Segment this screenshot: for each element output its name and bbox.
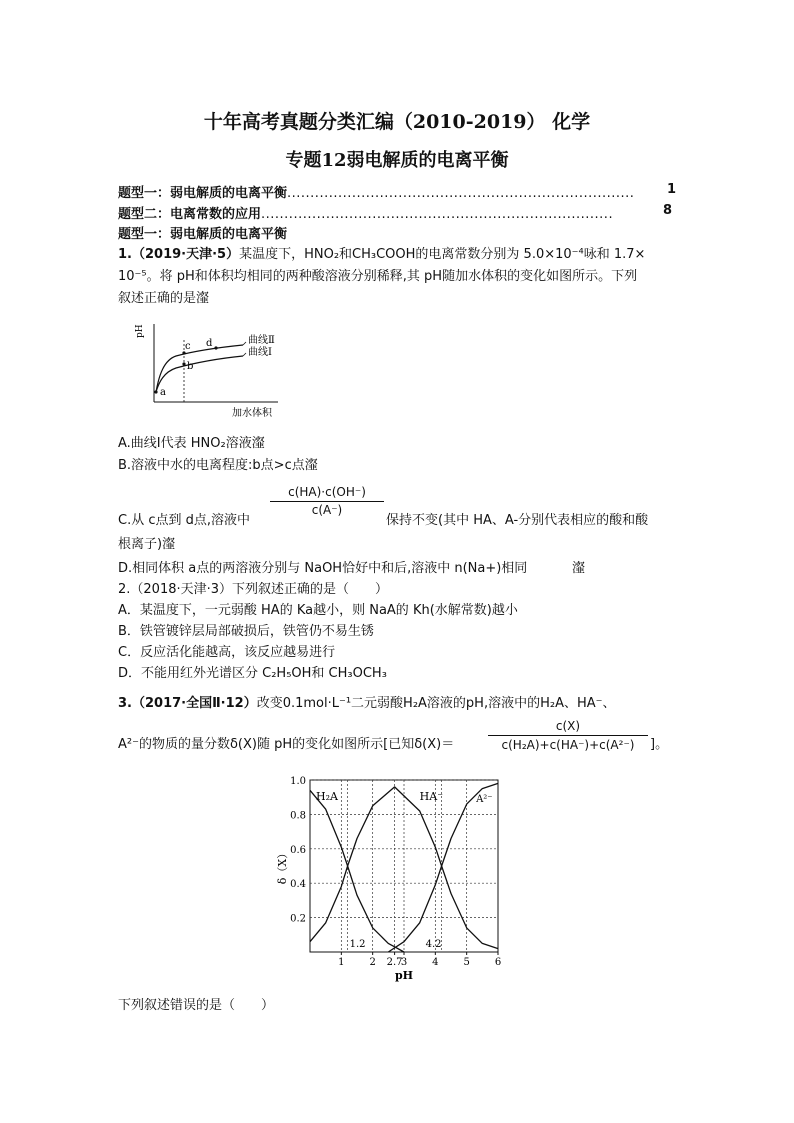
point-d xyxy=(214,346,217,349)
toc-page-1: 1 xyxy=(667,182,677,197)
y-tick-label: 0.8 xyxy=(290,810,306,822)
label-curve-ii: 曲线Ⅱ xyxy=(248,335,275,346)
label-d: d xyxy=(206,338,213,349)
q3-stem-2-tail: ]。 xyxy=(650,737,669,752)
section-heading: 题型一：弱电解质的电离平衡 xyxy=(118,227,288,242)
q2-option-b[interactable]: B．铁管镀锌层局部破损后，铁管仍不易生锈 xyxy=(118,624,374,639)
x-axis-label: pH xyxy=(394,969,414,982)
label-curve-i: 曲线Ⅰ xyxy=(248,347,272,358)
label-b: b xyxy=(187,361,194,372)
series-label-ha: HA⁻ xyxy=(419,790,444,803)
q3-stem-2: A²⁻的物质的量分数δ(X)随 pH的变化如图所示[已知δ(X)＝ xyxy=(118,737,455,752)
q1-stem-2: 10⁻⁵。将 pH和体积均相同的两种酸溶液分别稀释,其 pH随加水体积的变化如图所示。下列 xyxy=(118,269,638,284)
y-tick-label: 0.2 xyxy=(290,913,306,925)
toc-dots: ............................................................................ xyxy=(261,207,614,222)
q1-option-c-fraction-bar xyxy=(270,501,384,502)
q3-frac-denominator: c(H₂A)+c(HA⁻)+c(A²⁻) xyxy=(501,738,635,752)
toc-page-2: 8 xyxy=(663,203,673,218)
curve-i xyxy=(156,356,243,392)
x-tick-label: 6 xyxy=(494,957,502,968)
q1-option-b[interactable]: B.溶液中水的电离程度:b点>c点瀣 xyxy=(118,458,318,473)
page-title: 十年高考真题分类汇编（2010-2019） 化学 xyxy=(203,111,591,133)
series-label-h2a: H₂A xyxy=(316,790,338,803)
ylabel: pH xyxy=(135,324,145,338)
label-a: a xyxy=(160,387,166,398)
y-tick-label: 0.6 xyxy=(290,844,306,856)
delta-ph-chart xyxy=(270,772,520,982)
toc-item-1[interactable] xyxy=(118,182,634,201)
leader-curve-i xyxy=(243,353,246,356)
y-axis-label: δ（X） xyxy=(276,847,289,885)
q1-stem-1: 某温度下，HNO₂和CH₃COOH的电离常数分别为 5.0×10⁻⁴咏和 1.7× xyxy=(239,247,646,262)
q1-ph-figure xyxy=(128,320,288,420)
x-tick-label: 2 xyxy=(369,957,376,968)
q1-option-d[interactable]: D.相同体积 a点的两溶液分别与 NaOH恰好中和后,溶液中 n(Na+)相同 xyxy=(118,561,528,576)
q2-option-a[interactable]: A．某温度下，一元弱酸 HA的 Ka越小，则 NaA的 Kh(水解常数)越小 xyxy=(118,603,518,618)
q1-option-a[interactable]: A.曲线Ⅰ代表 HNO₂溶液瀣 xyxy=(118,436,265,451)
x-tick-label: 1 xyxy=(338,957,345,968)
series-label-a2: A²⁻ xyxy=(476,794,493,805)
q1-option-c-numerator: c(HA)·c(OH⁻) xyxy=(288,485,366,499)
q3-stem-1: 改变0.1mol·L⁻¹二元弱酸H₂A溶液的pH,溶液中的H₂A、HA⁻、 xyxy=(256,696,616,711)
annotation-pka1: 1.2 xyxy=(349,939,366,950)
q1-option-c-denominator: c(A⁻) xyxy=(311,503,343,517)
x-tick-label: 3 xyxy=(400,957,408,968)
point-a xyxy=(154,390,157,393)
x-tick-label: 2.7 xyxy=(386,957,403,968)
q1-option-d-tail: 瀣 xyxy=(572,561,586,576)
toc-item-label: 题型一：弱电解质的电离平衡 xyxy=(118,186,288,201)
q3-frac-numerator: c(X) xyxy=(555,719,581,733)
q3-fraction-bar xyxy=(488,735,648,736)
q1-line1 xyxy=(118,243,645,262)
q3-tail: 下列叙述错误的是（ ） xyxy=(118,998,275,1013)
x-tick-label: 4 xyxy=(432,957,439,968)
point-b xyxy=(182,362,185,365)
q1-source: 1.（2019·天津·5） xyxy=(118,247,240,262)
y-tick-label: 0.4 xyxy=(290,879,306,891)
q1-option-c-post: 保持不变(其中 HA、A-分别代表相应的酸和酸 xyxy=(386,513,649,528)
q2-stem: 2.（2018·天津·3）下列叙述正确的是（ ） xyxy=(118,582,389,597)
y-tick-label: 1.0 xyxy=(290,776,306,787)
toc-item-label: 题型二：电离常数的应用 xyxy=(118,207,262,222)
q1-stem-3: 叙述正确的是瀣 xyxy=(118,291,210,306)
q2-option-d[interactable]: D．不能用红外光谱区分 C₂H₅OH和 CH₃OCH₃ xyxy=(118,666,387,681)
q2-option-c[interactable]: C．反应活化能越高，该反应越易进行 xyxy=(118,645,336,660)
q1-option-c-pre[interactable]: C.从 c点到 d点,溶液中 xyxy=(118,513,251,528)
q3-line1 xyxy=(118,692,616,711)
leader-curve-ii xyxy=(243,342,246,345)
page-subtitle: 专题12弱电解质的电离平衡 xyxy=(285,150,509,171)
series-line-1 xyxy=(310,790,404,952)
series-line-3 xyxy=(388,783,498,952)
q1-option-c-line2: 根离子)瀣 xyxy=(118,537,176,552)
curve-ii xyxy=(156,345,243,392)
annotation-pka2: 4.2 xyxy=(425,939,442,950)
toc-dots: ........................................................................... xyxy=(287,186,635,201)
x-tick-label: 5 xyxy=(463,957,470,968)
toc-item-2[interactable] xyxy=(118,203,613,222)
q3-source: 3.（2017·全国Ⅱ·12） xyxy=(118,696,257,711)
label-c: c xyxy=(185,341,191,352)
xlabel: 加水体积 xyxy=(232,408,272,419)
